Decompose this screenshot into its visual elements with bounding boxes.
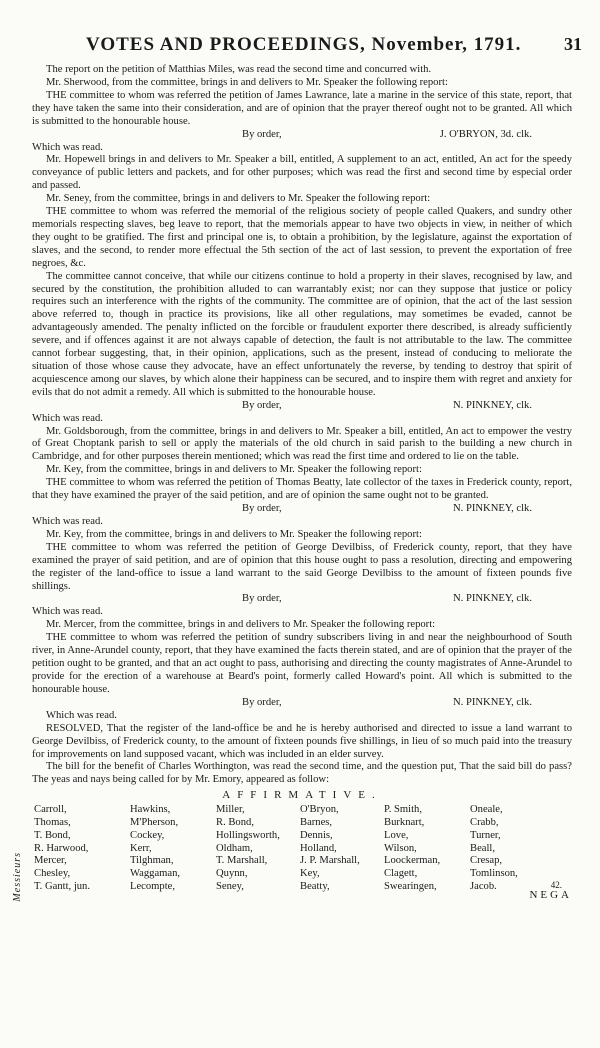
paragraph: THE committee to whom was referred the petition of George Devilbiss, of Frederick county, report, that they have examined the prayer of said petition, and are of opinion that this house ought to pass a resolution, directing and empowering the register of the land-office to issue a land warrant to the said George Devilbiss to the amount of fixteen pounds five shillings. — [32, 541, 572, 592]
voter-name: Quynn, — [216, 868, 248, 880]
voter-name: O'Bryon, — [300, 804, 339, 816]
voter-name: Crabb, — [470, 816, 499, 828]
clerk-name: N. PINKNEY, clk. — [453, 399, 532, 411]
voter-name: Key, — [300, 868, 320, 880]
clerk-name: N. PINKNEY, clk. — [453, 503, 532, 514]
paragraph: Which was read. — [32, 516, 103, 527]
signature-mark: 42. — [550, 880, 562, 891]
paragraph: The report on the petition of Matthias Miles, was read the second time and concurred with. — [46, 64, 432, 75]
paragraph: Which was read. — [32, 606, 103, 618]
voter-name: M'Pherson, — [130, 816, 179, 828]
voter-name: Loockerman, — [384, 855, 441, 867]
voter-name: Lecompte, — [130, 880, 176, 892]
paragraph: Mr. Hopewell brings in and delivers to Mr. Speaker a bill, entitled, A supplement to an act, entitled, An act for the speedy conveyance of public letters and packets, and for other purposes; which was read the first and second time by especial order and passed. — [32, 154, 572, 192]
voter-name: Cockey, — [130, 829, 165, 841]
paragraph: Mr. Seney, from the committee, brings in and delivers to Mr. Speaker the following report: — [46, 193, 431, 205]
by-order: By order, — [242, 696, 282, 708]
paragraph: RESOLVED, That the register of the land-office be and he is hereby authorised and directed to issue a land warrant to George Devilbiss, of Frederick county, to the amount of fixteen pounds five shillings, in lieu of so much paid into the treasury for improvements on land supposed vacant, which was included in an elder survey. — [32, 722, 572, 760]
voter-name: P. Smith, — [384, 804, 422, 816]
voter-name: Kerr, — [130, 842, 152, 854]
paragraph: The committee cannot conceive, that while our citizens continue to hold a property in their slaves, recognised by law, and secured by the constitution, the prohibition alluded to can warrantably exist; nor can they suppose that justice or policy requires such an interference with the rights of the community. The committee are of opinion, that the act of the last session above referred to, though in practice its provisions, like all other regulations, may sometimes be evaded, cannot be advantageously amended. The penalty inflicted on the forcible or fraudulent exporter there described, is already sufficiently severe, and if offences against it are not always capable of detection, the fault is not attributable to the law. The committee cannot forbear suggesting, that, in their opinion, applications, such as the present, instead of conducing to meliorate the situation of those whose cause they advocate, have an effect unfortunately the reverse, by tending to destroy that spirit of acquiescence among our slaves, by which alone their happiness can be secured, and to inspire them with regret and anxiety for evils that do not admit a remedy. All which is submitted to the honourable house. — [32, 270, 572, 398]
voter-name: Holland, — [300, 842, 337, 854]
voter-name: Carroll, — [34, 804, 67, 816]
voter-name: Turner, — [470, 829, 501, 841]
by-order: By order, — [242, 503, 282, 514]
signature-line — [32, 593, 572, 606]
voter-name: Hawkins, — [130, 804, 171, 816]
affirmative-heading: AFFIRMATIVE. — [222, 789, 382, 802]
voter-name: Clagett, — [384, 868, 418, 880]
voter-name: Barnes, — [300, 816, 333, 828]
voter-name: Oldham, — [216, 842, 253, 854]
paragraph: Mr. Key, from the committee, brings in and delivers to Mr. Speaker the following report: — [46, 528, 422, 540]
voter-name: Mercer, — [34, 855, 67, 867]
paragraph: Which was read. — [46, 709, 117, 721]
vote-column — [216, 804, 280, 894]
voter-name: R. Harwood, — [34, 842, 89, 854]
paragraph: THE committee to whom was referred the petition of Thomas Beatty, late collector of the taxes in Frederick county, report, that they have examined the prayer of the said petition, and are of opinion the same ought not to be granted. — [32, 477, 572, 502]
vote-list — [12, 804, 572, 902]
by-order: By order, — [242, 399, 282, 411]
voter-name: Chesley, — [34, 868, 71, 880]
by-order: By order, — [242, 593, 282, 605]
voter-name: Miller, — [216, 804, 245, 816]
clerk-name: N. PINKNEY, clk. — [453, 593, 532, 605]
vote-column — [470, 804, 518, 894]
voter-name: Jacob. — [470, 880, 497, 892]
voter-name: T. Marshall, — [216, 855, 268, 867]
paragraph: Mr. Sherwood, from the committee, brings in and delivers to Mr. Speaker the following report: — [46, 76, 448, 88]
page-title: VOTES AND PROCEEDINGS, November, 1791. — [86, 34, 522, 55]
voter-name: T. Bond, — [34, 829, 71, 841]
voter-name: Love, — [384, 829, 409, 841]
voter-name: Oneale, — [470, 804, 503, 816]
vote-column — [130, 804, 180, 894]
voter-name: Swearingen, — [384, 880, 437, 892]
voter-name: Wilson, — [384, 842, 417, 854]
by-order: By order, — [242, 128, 282, 140]
voter-name: Burknart, — [384, 816, 425, 828]
vote-column — [34, 804, 90, 894]
voter-name: R. Bond, — [216, 816, 254, 828]
clerk-name: J. O'BRYON, 3d. clk. — [439, 128, 532, 140]
paragraph: Mr. Key, from the committee, brings in and delivers to Mr. Speaker the following report: — [46, 464, 422, 476]
page-number: 31 — [564, 34, 582, 54]
paragraph: THE committee to whom was referred the petition of sundry subscribers living in and near the neighbourhood of South river, in Anne-Arundel county, report, that they have examined the facts therein stated, and are of opinion that the prayer of the petition ought to be granted, and that an act ought to pass, authorising and directing the county magistrates of Anne-Arundel to provide for the erection of a warehouse at Beard's point, formerly called Howard's point. All which is submitted to the honourable house. — [32, 632, 572, 695]
voter-name: J. P. Marshall, — [300, 855, 360, 867]
side-label: Messieurs — [12, 852, 23, 902]
clerk-name: N. PINKNEY, clk. — [453, 696, 532, 708]
paragraph: Mr. Goldsborough, from the committee, brings in and delivers to Mr. Speaker a bill, entitled, An act to empower the vestry of Great Choptank parish to sell or apply the materials of the old church in said parish to the building a new church in Cambridge, and for other purposes therein mentioned; which was read the first time and ordered to lie on the table. — [32, 425, 572, 463]
voter-name: Cresap, — [470, 855, 503, 867]
voter-name: Tomlinson, — [470, 868, 518, 880]
paragraph: Which was read. — [32, 141, 103, 153]
voter-name: T. Gantt, jun. — [34, 880, 90, 892]
voter-name: Beall, — [470, 842, 496, 854]
signature-line — [32, 129, 572, 142]
paragraph: THE committee to whom was referred the memorial of the religious society of people called Quakers, and sundry other memorials respecting slaves, beg leave to report, that the memorials appear to have two objects in view, in neither of which they ought to be gratified. The first and principal one is, to obtain a prohibition, by the legislature, against the exportation of slaves, and the second, to render more effectual the 5th section of the act of last session, to prevent the exportation of free negroes, &c. — [32, 206, 572, 269]
catchword — [529, 880, 572, 902]
page-header — [30, 34, 582, 62]
voter-name: Hollingsworth, — [216, 829, 280, 841]
voter-name: Waggaman, — [130, 868, 181, 880]
paragraph: Which was read. — [32, 412, 103, 424]
vote-column — [384, 804, 440, 894]
voter-name: Beatty, — [300, 880, 330, 892]
paragraph: Mr. Mercer, from the committee, brings in and delivers to Mr. Speaker the following report: — [46, 619, 436, 631]
voter-name: Thomas, — [34, 816, 71, 828]
voter-name: Seney, — [216, 880, 244, 892]
paragraph: THE committee to whom was referred the petition of James Lawrance, late a marine in the service of this state, report, that they have taken the same into their consideration, and are of opinion that the prayer thereof ought not to be granted. All which is submitted to the honourable house. — [32, 89, 572, 127]
voter-name: Tilghman, — [130, 855, 174, 867]
document-body — [12, 64, 572, 902]
paragraph: The bill for the benefit of Charles Worthington, was read the second time, and the question put, That the said bill do pass? The yeas and nays being called for by Mr. Emory, appeared as follow: — [32, 761, 572, 786]
vote-column — [300, 804, 360, 894]
voter-name: Dennis, — [300, 829, 333, 841]
signature-line — [32, 503, 572, 516]
signature-line — [32, 697, 572, 710]
catchword-text: NEGA — [529, 889, 572, 902]
signature-line — [32, 400, 572, 413]
